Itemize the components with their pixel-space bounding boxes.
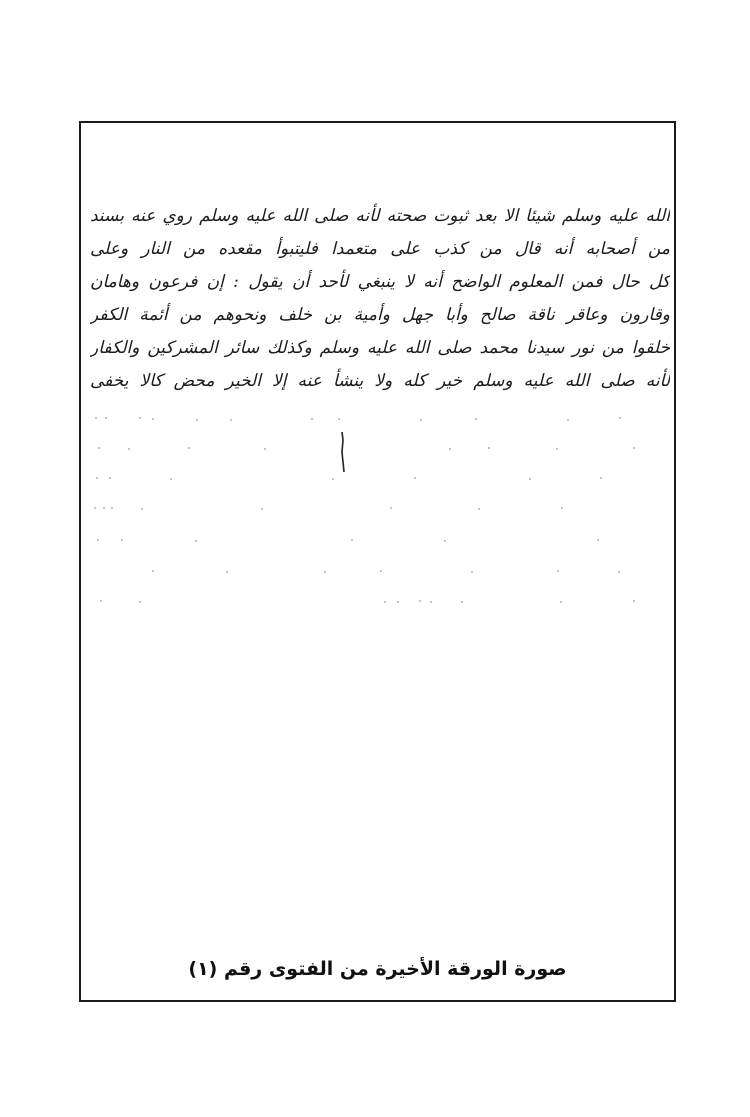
handwritten-line: كل حال فمن المعلوم الواضح أنه لا ينبغي لأحد أن يقول : إن فرعون وهامان — [90, 272, 670, 292]
handwritten-line: من أصحابه أنه قال من كذب على متعمدا فليتبوأ مقعده من النار وعلى — [90, 239, 670, 259]
handwritten-line: الله عليه وسلم شيئا الا بعد ثبوت صحته لأنه صلى الله عليه وسلم روي عنه بسند — [90, 206, 670, 226]
handwritten-text-block — [90, 200, 670, 398]
handwritten-line: لأنه صلى الله عليه وسلم خير كله ولا ينشأ عنه إلا الخير محض كالا يخفى — [90, 371, 670, 391]
figure-caption: صورة الورقة الأخيرة من الفتوى رقم (١) — [188, 958, 567, 980]
handwritten-line: وقارون وعاقر ناقة صالح وأبا جهل وأمية بن خلف ونحوهم من أئمة الكفر — [90, 305, 670, 325]
handwritten-line: خلقوا من نور سيدنا محمد صلى الله عليه وسلم وكذلك سائر المشركين والكفار — [90, 338, 670, 358]
